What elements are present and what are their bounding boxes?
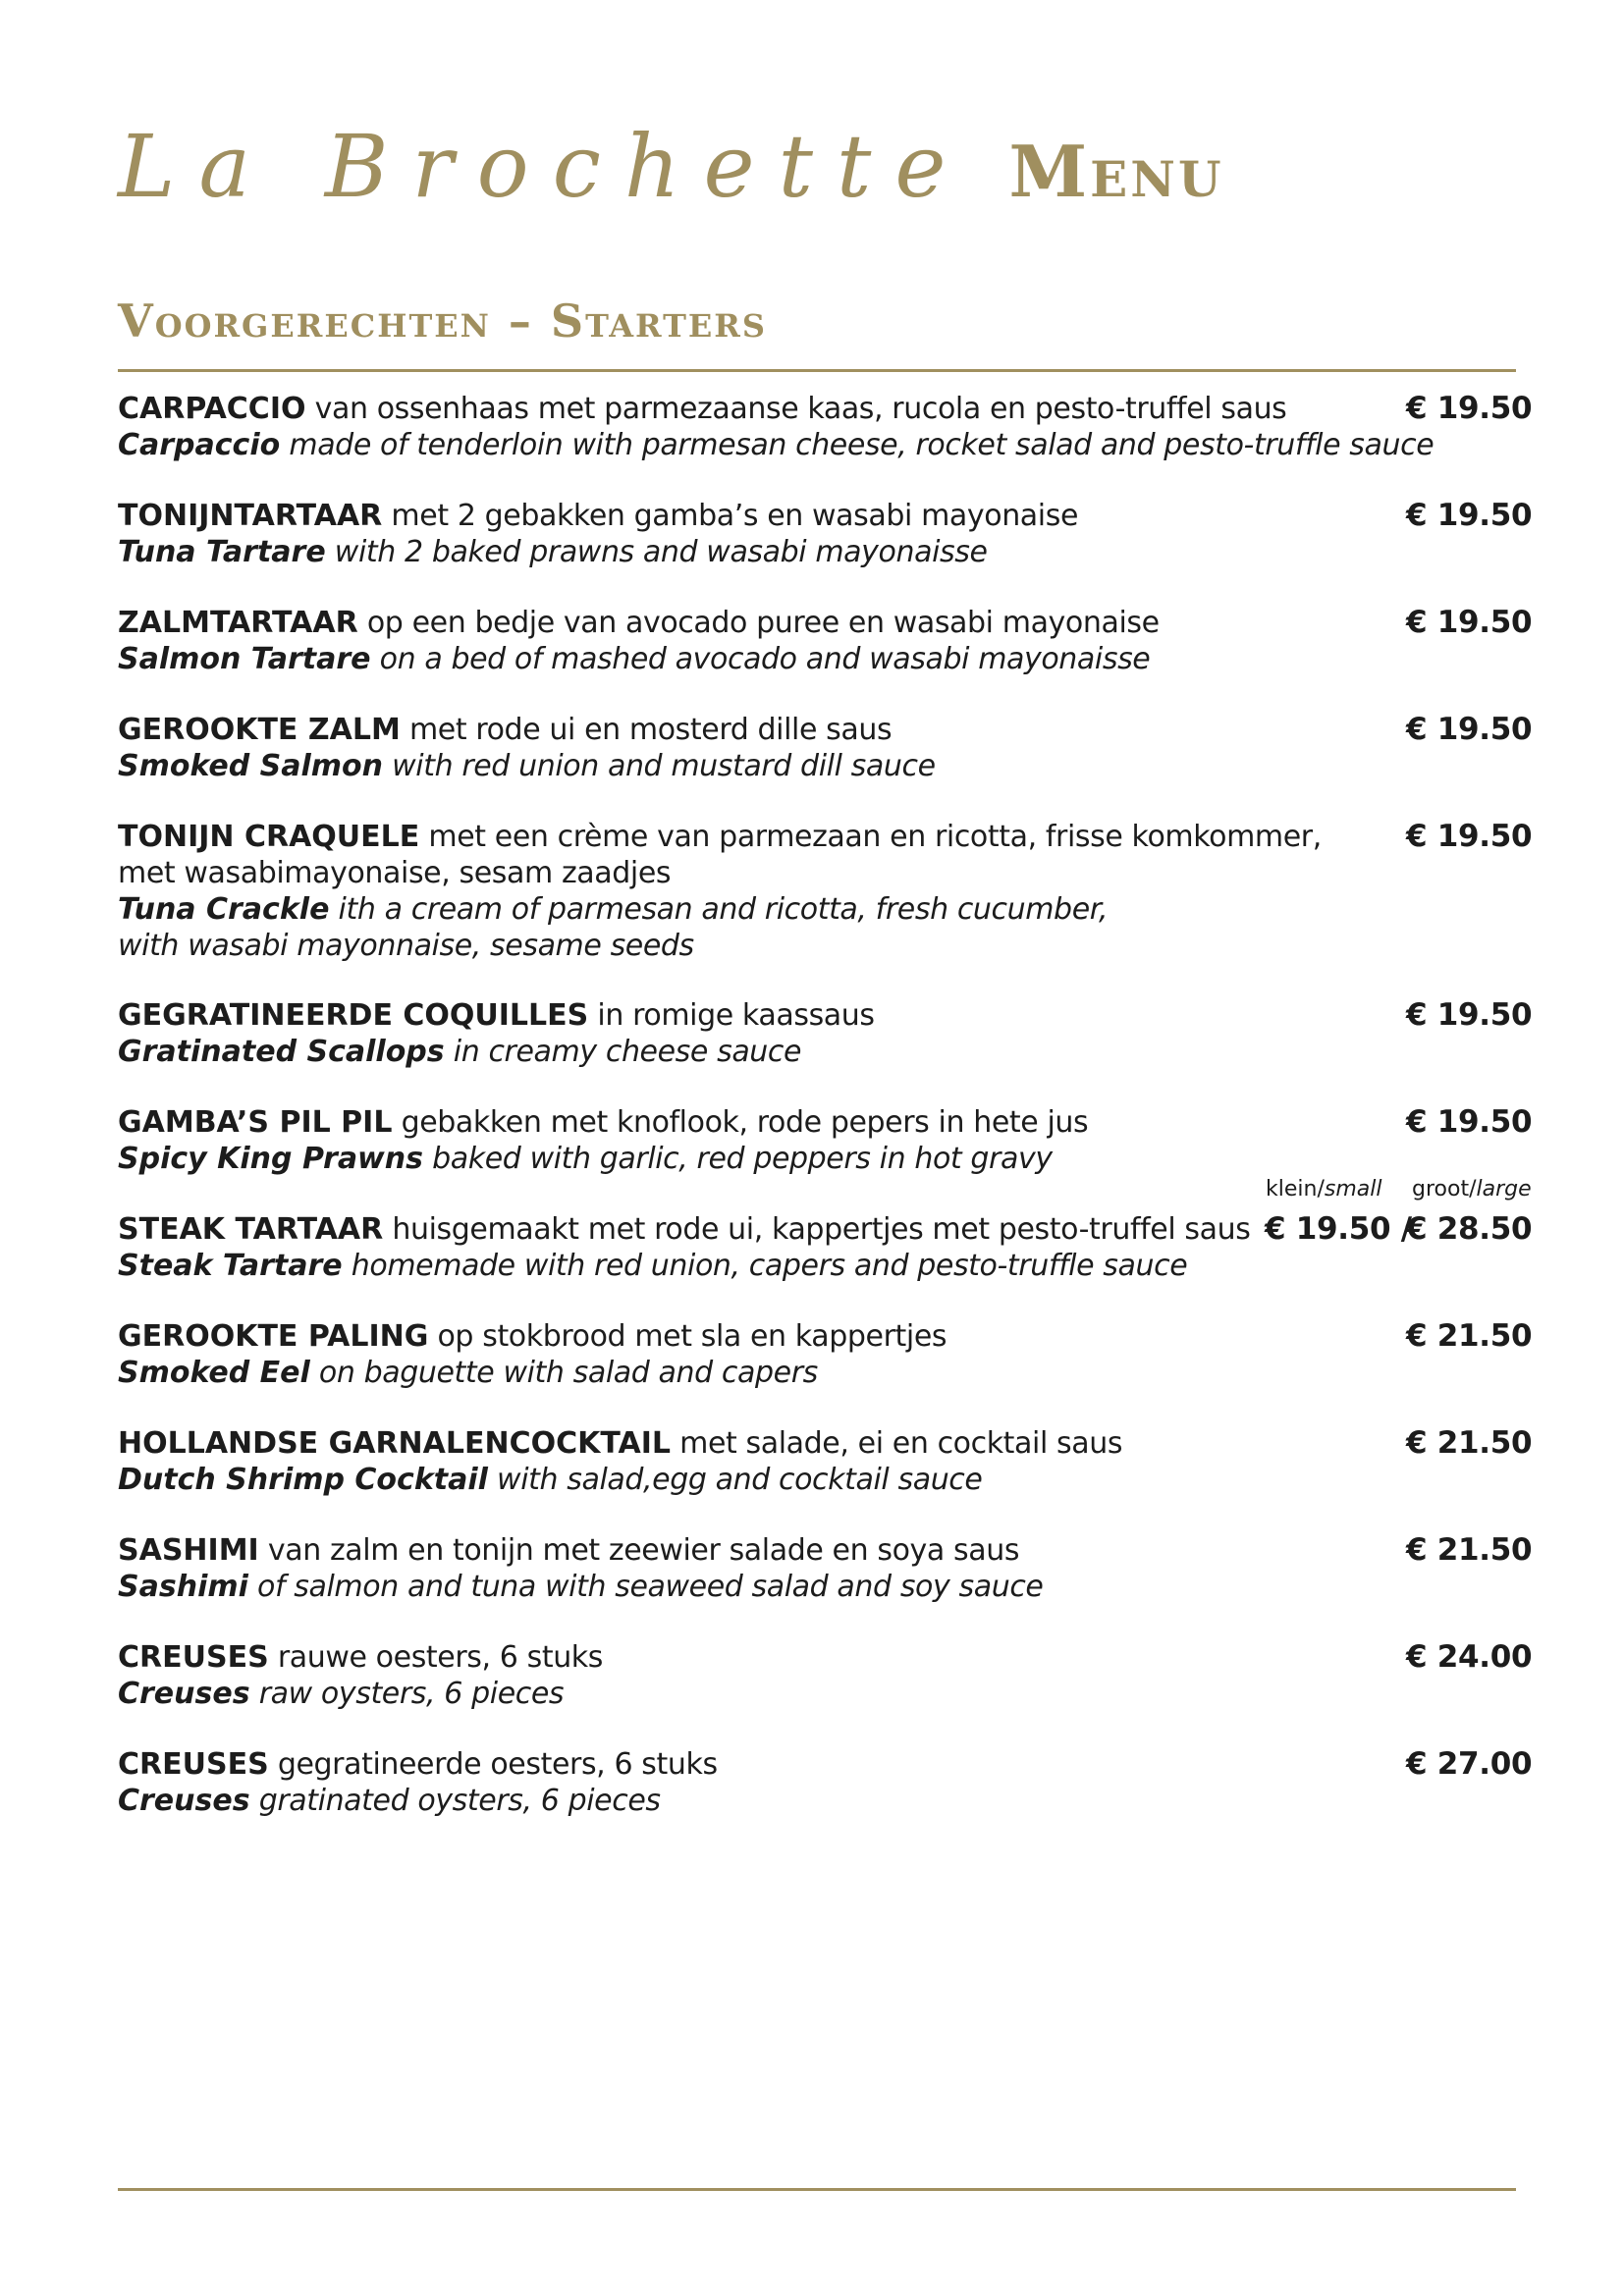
- menu-word: Menu: [1008, 130, 1224, 213]
- item-name-nl: GEROOKTE ZALM: [118, 713, 401, 747]
- item-desc-en: with red union and mustard dill sauce: [383, 749, 936, 783]
- menu-item: [118, 1425, 1532, 1498]
- menu-item: [118, 1532, 1532, 1605]
- item-price: € 19.50: [1406, 712, 1533, 747]
- item-name-en: Tuna Crackle: [118, 892, 330, 927]
- item-description-en: [118, 1569, 1532, 1605]
- item-description-en: [118, 1034, 1532, 1070]
- item-desc-nl: huisgemaakt met rode ui, kappertjes met pesto-truffel saus: [383, 1212, 1251, 1247]
- item-description-nl: [118, 1318, 1532, 1355]
- menu-item: [118, 819, 1532, 964]
- item-desc-en: on a bed of mashed avocado and wasabi mayonaisse: [370, 642, 1151, 676]
- item-desc-nl: met rode ui en mosterd dille saus: [400, 713, 893, 747]
- size-label-small-nl: klein/: [1266, 1177, 1325, 1201]
- item-name-en: Tuna Tartare: [118, 535, 326, 569]
- item-name-en: Creuses: [118, 1677, 250, 1711]
- item-description-nl: [118, 391, 1532, 427]
- item-description-en: [118, 1462, 1532, 1498]
- item-price: € 27.00: [1406, 1746, 1533, 1782]
- item-desc-nl: gebakken met knoflook, rode pepers in hete jus: [392, 1105, 1089, 1140]
- item-description-en: [118, 427, 1532, 463]
- item-price: € 24.00: [1406, 1639, 1533, 1675]
- item-name-en: Dutch Shrimp Cocktail: [118, 1463, 488, 1497]
- item-desc-nl: in romige kaassaus: [588, 998, 875, 1033]
- item-desc-nl: van ossenhaas met parmezaanse kaas, rucola en pesto-truffel saus: [305, 392, 1287, 426]
- item-desc-en: ith a cream of parmesan and ricotta, fresh cucumber,: [329, 892, 1109, 927]
- item-description-nl: [118, 605, 1532, 641]
- item-name-nl: GAMBA’S PIL PIL: [118, 1105, 393, 1140]
- item-description-nl: [118, 1639, 1532, 1676]
- size-label-large-en: large: [1476, 1177, 1532, 1201]
- item-desc-en: raw oysters, 6 pieces: [249, 1677, 565, 1711]
- item-price: € 19.50: [1406, 1104, 1533, 1140]
- item-description-nl: [118, 1746, 1532, 1783]
- item-desc-en: on baguette with salad and capers: [309, 1356, 818, 1390]
- item-description-en: [118, 891, 1532, 928]
- item-description-en: [118, 534, 1532, 570]
- menu-item: [118, 997, 1532, 1070]
- item-desc-en: with salad,egg and cocktail sauce: [487, 1463, 983, 1497]
- menu-item: [118, 1318, 1532, 1391]
- menu-item: [118, 391, 1532, 463]
- item-price: € 19.50: [1406, 605, 1533, 640]
- item-name-en: Spicy King Prawns: [118, 1142, 423, 1176]
- menu-item: [118, 605, 1532, 677]
- item-name-nl: STEAK TARTAAR: [118, 1212, 384, 1247]
- menu-item: [118, 498, 1532, 570]
- item-price: € 21.50: [1406, 1532, 1533, 1568]
- item-name-nl: CREUSES: [118, 1640, 269, 1675]
- item-description-nl: [118, 1425, 1532, 1462]
- item-desc-en: homemade with red union, capers and pesto-truffle sauce: [342, 1249, 1188, 1283]
- item-name-en: Sashimi: [118, 1570, 248, 1604]
- item-price-large: € 28.50: [1406, 1211, 1533, 1247]
- item-name-nl: ZALMTARTAAR: [118, 606, 358, 640]
- menu-item: [118, 1746, 1532, 1819]
- size-label-large-nl: groot/: [1412, 1177, 1477, 1201]
- item-name-en: Smoked Eel: [118, 1356, 310, 1390]
- item-name-en: Gratinated Scallops: [118, 1035, 445, 1069]
- item-description-nl: [118, 498, 1532, 534]
- item-desc-en: made of tenderloin with parmesan cheese, rocket salad and pesto-truffle sauce: [280, 428, 1435, 462]
- item-name-nl: TONIJNTARTAAR: [118, 499, 383, 533]
- section-title: Voorgerechten – Starters: [118, 294, 767, 347]
- item-desc-en: in creamy cheese sauce: [444, 1035, 802, 1069]
- size-label-large: [1412, 1177, 1532, 1201]
- item-price: € 21.50: [1406, 1425, 1533, 1461]
- menu-item: [118, 712, 1532, 784]
- item-price: € 19.50: [1406, 819, 1533, 854]
- item-name-en: Creuses: [118, 1784, 250, 1818]
- item-price: € 19.50: [1406, 391, 1533, 426]
- size-label-small: [1266, 1177, 1381, 1201]
- item-name-nl: GEROOKTE PALING: [118, 1319, 429, 1354]
- item-name-en: Smoked Salmon: [118, 749, 383, 783]
- item-name-en: Salmon Tartare: [118, 642, 371, 676]
- item-desc-nl: van zalm en tonijn met zeewier salade en soya saus: [258, 1533, 1020, 1568]
- item-desc-nl: met een crème van parmezaan en ricotta, frisse komkommer,: [419, 820, 1322, 854]
- item-description-en-continued: with wasabi mayonnaise, sesame seeds: [118, 929, 694, 963]
- item-desc-nl: rauwe oesters, 6 stuks: [268, 1640, 604, 1675]
- item-desc-nl: met 2 gebakken gamba’s en wasabi mayonaise: [382, 499, 1079, 533]
- item-description-nl: [118, 819, 1532, 855]
- item-price: € 19.50: [1406, 997, 1533, 1033]
- item-desc-en: of salmon and tuna with seaweed salad and soy sauce: [247, 1570, 1044, 1604]
- restaurant-name: La Brochette: [118, 116, 970, 217]
- item-name-nl: TONIJN CRAQUELE: [118, 820, 420, 854]
- item-description-en: [118, 1355, 1532, 1391]
- item-desc-en: baked with garlic, red peppers in hot gravy: [423, 1142, 1053, 1176]
- item-desc-nl: op een bedje van avocado puree en wasabi mayonaise: [357, 606, 1160, 640]
- menu-item: [118, 1639, 1532, 1712]
- footer-divider: [118, 2188, 1516, 2191]
- item-description-en: [118, 748, 1532, 784]
- item-desc-nl: met salade, ei en cocktail saus: [671, 1426, 1123, 1461]
- item-description-nl: [118, 1104, 1532, 1141]
- item-description-en: [118, 1141, 1532, 1177]
- item-description-nl: [118, 997, 1532, 1034]
- item-name-en: Steak Tartare: [118, 1249, 343, 1283]
- item-description-en: [118, 1676, 1532, 1712]
- item-description-en: [118, 641, 1532, 677]
- item-price: € 21.50: [1406, 1318, 1533, 1354]
- item-name-en: Carpaccio: [118, 428, 281, 462]
- item-name-nl: GEGRATINEERDE COQUILLES: [118, 998, 589, 1033]
- menu-item: [118, 1104, 1532, 1177]
- item-price-small: € 19.50 /: [1265, 1211, 1412, 1247]
- menu-title: [118, 116, 1224, 224]
- item-description-nl-continued: met wasabimayonaise, sesam zaadjes: [118, 856, 672, 890]
- size-label-small-en: small: [1324, 1177, 1382, 1201]
- item-desc-en: with 2 baked prawns and wasabi mayonaisse: [325, 535, 988, 569]
- item-name-nl: HOLLANDSE GARNALENCOCKTAIL: [118, 1426, 672, 1461]
- item-description-en: [118, 1248, 1532, 1284]
- item-desc-nl: op stokbrood met sla en kappertjes: [428, 1319, 947, 1354]
- item-description-en: [118, 1783, 1532, 1819]
- item-name-nl: CREUSES: [118, 1747, 269, 1782]
- item-description-nl: [118, 712, 1532, 748]
- section-divider: [118, 369, 1516, 372]
- item-desc-nl: gegratineerde oesters, 6 stuks: [268, 1747, 718, 1782]
- item-desc-en: gratinated oysters, 6 pieces: [249, 1784, 661, 1818]
- item-price: € 19.50: [1406, 498, 1533, 533]
- item-name-nl: CARPACCIO: [118, 392, 306, 426]
- item-description-nl: [118, 1532, 1532, 1569]
- item-name-nl: SASHIMI: [118, 1533, 259, 1568]
